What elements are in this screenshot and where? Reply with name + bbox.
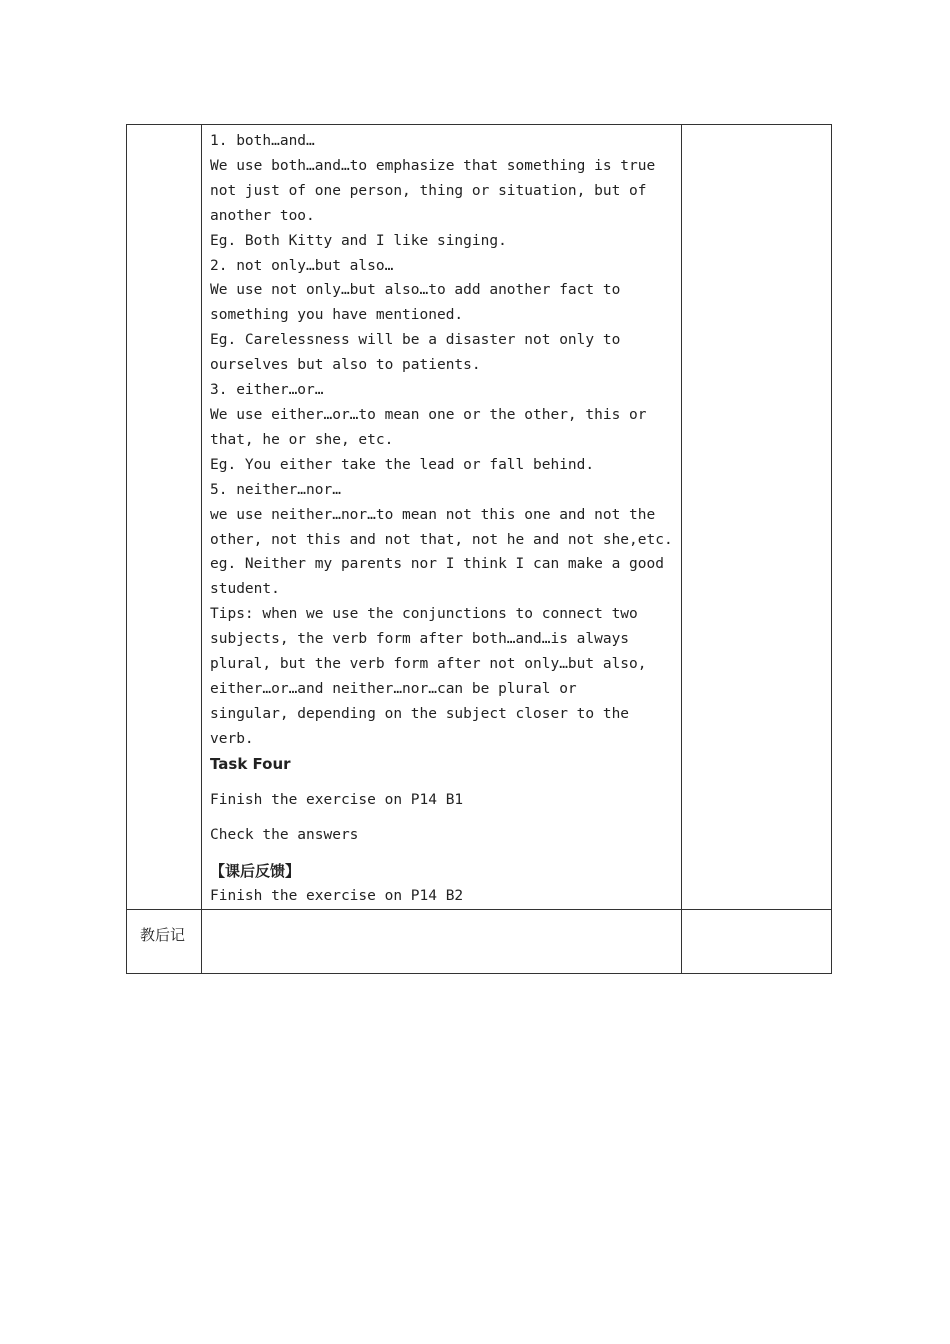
text-line: ourselves but also to patients. (210, 357, 481, 374)
content-row (127, 125, 832, 910)
notes-content-cell (202, 910, 682, 974)
task-line: Finish the exercise on P14 B1 (210, 791, 464, 808)
text-line: not just of one person, thing or situation, but of (210, 182, 647, 199)
notes-right-cell (681, 910, 831, 974)
notes-label: 教后记 (140, 926, 186, 945)
text-line: verb. (210, 730, 254, 747)
feedback-heading: 【课后反馈】 (210, 862, 301, 881)
right-cell (681, 125, 831, 910)
text-line: 2. not only…but also… (210, 257, 394, 274)
feedback-line: Finish the exercise on P14 B2 (210, 888, 464, 905)
text-line: singular, depending on the subject closer to the (210, 705, 630, 722)
text-line: Tips: when we use the conjunctions to connect two (210, 606, 638, 623)
text-line: other, not this and not that, not he and not she,etc. (210, 531, 673, 548)
notes-row (127, 910, 832, 974)
text-line: 5. neither…nor… (210, 481, 341, 498)
text-line: student. (210, 581, 280, 598)
lesson-plan-table (126, 124, 832, 974)
text-line: 1. both…and… (210, 133, 315, 149)
text-line: we use neither…nor…to mean not this one and not the (210, 506, 656, 523)
text-line: eg. Neither my parents nor I think I can make a good (210, 556, 664, 573)
text-line: We use not only…but also…to add another fact to (210, 282, 621, 299)
text-line: Eg. Carelessness will be a disaster not only to (210, 332, 621, 349)
text-line: 3. either…or… (210, 382, 324, 399)
text-line: that, he or she, etc. (210, 431, 394, 448)
text-line: We use both…and…to emphasize that something is true (210, 157, 656, 174)
text-line: We use either…or…to mean one or the other, this or (210, 406, 647, 423)
text-line: subjects, the verb form after both…and…is always (210, 631, 630, 648)
text-line: Eg. Both Kitty and I like singing. (210, 232, 507, 249)
task-line: Check the answers (210, 827, 359, 844)
content-cell (202, 125, 682, 910)
notes-label-cell (127, 910, 202, 974)
task-heading: Task Four (210, 754, 291, 773)
text-line: something you have mentioned. (210, 307, 464, 324)
text-line: plural, but the verb form after not only…but also, (210, 656, 647, 673)
left-cell (127, 125, 202, 910)
text-line: Eg. You either take the lead or fall behind. (210, 456, 595, 473)
text-line: either…or…and neither…nor…can be plural or (210, 680, 577, 697)
text-line: another too. (210, 207, 315, 224)
